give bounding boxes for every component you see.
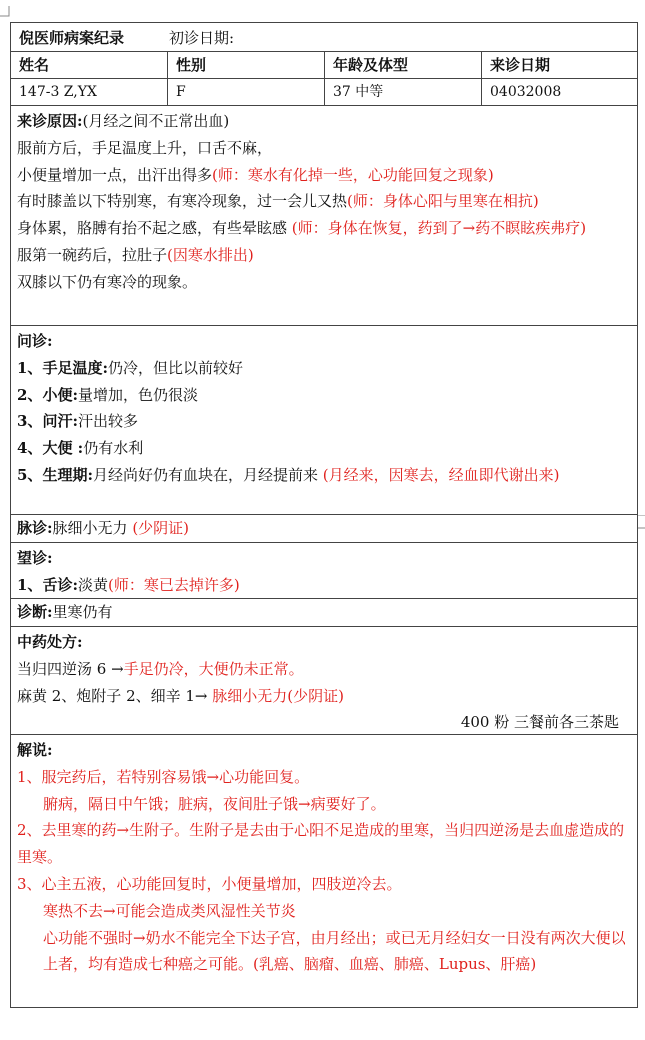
record-header (11, 23, 637, 52)
item-value: 仍有水利 (83, 439, 144, 458)
item-number: 1、 (17, 358, 43, 377)
patient-id: 147-3 Z,YX (11, 79, 168, 105)
teacher-note: (师：身体在恢复，药到了→药不瞑眩疾弗疗) (291, 219, 587, 238)
dosage-line: 400 粉 三餐前各三茶匙 (460, 713, 619, 732)
patient-gender: F (168, 79, 325, 105)
item-number: 1、 (17, 575, 43, 594)
item-number: 2、 (17, 385, 43, 404)
teacher-note: (月经来，因寒去，经血即代谢出来) (322, 465, 560, 484)
corner-mark-icon (637, 515, 645, 529)
explanation-line: 腑病，隔日中午饿；脏病，夜间肚子饿→病要好了。 (43, 794, 386, 813)
header-visit-date: 来诊日期 (490, 56, 551, 74)
explanation-line: 2、去里寒的药→生附子。生附子是去由于心阳不足造成的里寒，当归四逆汤是去血虚造成的里寒。 (17, 821, 625, 867)
item-key: 问汗: (42, 412, 78, 431)
first-visit-date-label: 初诊日期: (169, 28, 235, 47)
teacher-note: 手足仍冷，大便仍未正常。 (123, 659, 304, 678)
teacher-note: (师：身体心阳与里寒在相抗) (347, 192, 539, 211)
teacher-note: (师：寒已去掉许多) (108, 575, 240, 594)
item-key: 舌诊: (42, 575, 78, 594)
item-key: 大便 : (42, 439, 84, 458)
teacher-note: 脉细小无力(少阴证) (212, 686, 344, 705)
inquiry-section (11, 326, 637, 515)
patient-age-build: 37 中等 (325, 79, 482, 105)
case-record-table (10, 22, 638, 1008)
pulse-label: 脉诊: (17, 519, 53, 537)
info-header-row (11, 52, 637, 79)
prescription-line: 麻黄 2、炮附子 2、细辛 1→ (17, 686, 213, 705)
pulse-section (11, 515, 637, 543)
prescription-line: 当归四逆汤 6 → (17, 659, 124, 678)
item-value: 淡黄 (77, 575, 108, 594)
reason-label: 来诊原因: (17, 112, 83, 130)
item-value: 汗出较多 (77, 412, 138, 431)
diagnosis-section (11, 599, 637, 627)
prescription-label: 中药处方: (17, 633, 83, 651)
reason-note: (月经之间不正常出血) (82, 112, 230, 130)
header-gender: 性别 (168, 52, 325, 78)
info-value-row (11, 79, 637, 106)
observation-section (11, 543, 637, 599)
reason-line: 有时膝盖以下特别寒，有寒冷现象，过一会儿又热 (17, 192, 348, 211)
diagnosis-label: 诊断: (17, 603, 53, 621)
teacher-note: (师：寒水有化掉一些，心功能回复之现象) (212, 165, 494, 184)
item-value: 仍冷，但比以前较好 (107, 358, 243, 377)
reason-section (11, 106, 637, 326)
item-value: 月经尚好仍有血块在，月经提前来 (92, 465, 323, 484)
inquiry-label: 问诊: (17, 332, 53, 350)
item-number: 5、 (17, 465, 43, 484)
corner-mark-icon (0, 6, 10, 18)
teacher-note: (因寒水排出) (167, 245, 254, 264)
header-age-build: 年龄及体型 (325, 52, 482, 78)
explanation-section (11, 735, 637, 1007)
reason-line: 服前方后，手足温度上升，口舌不麻， (17, 138, 273, 157)
item-number: 3、 (17, 412, 43, 431)
item-value: 量增加，色仍很淡 (77, 385, 198, 404)
explanation-line: 寒热不去→可能会造成类风湿性关节炎 (43, 901, 296, 920)
reason-line: 双膝以下仍有寒冷的现象。 (17, 272, 198, 291)
explanation-label: 解说: (17, 741, 53, 759)
item-key: 生理期: (42, 465, 93, 484)
item-key: 手足温度: (42, 358, 108, 377)
reason-line: 身体累，胳膊有抬不起之感，有些晕眩感 (17, 219, 292, 238)
reason-line: 小便量增加一点，出汗出得多 (17, 165, 213, 184)
observation-label: 望诊: (17, 549, 53, 567)
reason-line: 服第一碗药后，拉肚子 (17, 245, 168, 264)
explanation-line: 1、服完药后，若特别容易饿→心功能回复。 (17, 767, 310, 786)
explanation-line: 3、心主五液，心功能回复时，小便量增加，四肢逆冷去。 (17, 874, 402, 893)
pulse-value: 脉细小无力 (52, 519, 133, 537)
item-number: 4、 (17, 439, 43, 458)
header-name: 姓名 (11, 52, 168, 78)
record-title: 倪医师病案纪录 (19, 28, 125, 47)
diagnosis-value: 里寒仍有 (52, 603, 113, 621)
teacher-note: (少阴证) (132, 519, 190, 537)
item-key: 小便: (42, 385, 78, 404)
visit-date: 04032008 (490, 84, 562, 100)
prescription-section (11, 627, 637, 735)
explanation-line: 心功能不强时→奶水不能完全下达子宫，由月经出；或已无月经妇女一日没有两次大便以上者，均有造成七种癌之可能。(乳癌、脑瘤、血癌、肺癌、Lupus、肝癌) (43, 928, 626, 974)
